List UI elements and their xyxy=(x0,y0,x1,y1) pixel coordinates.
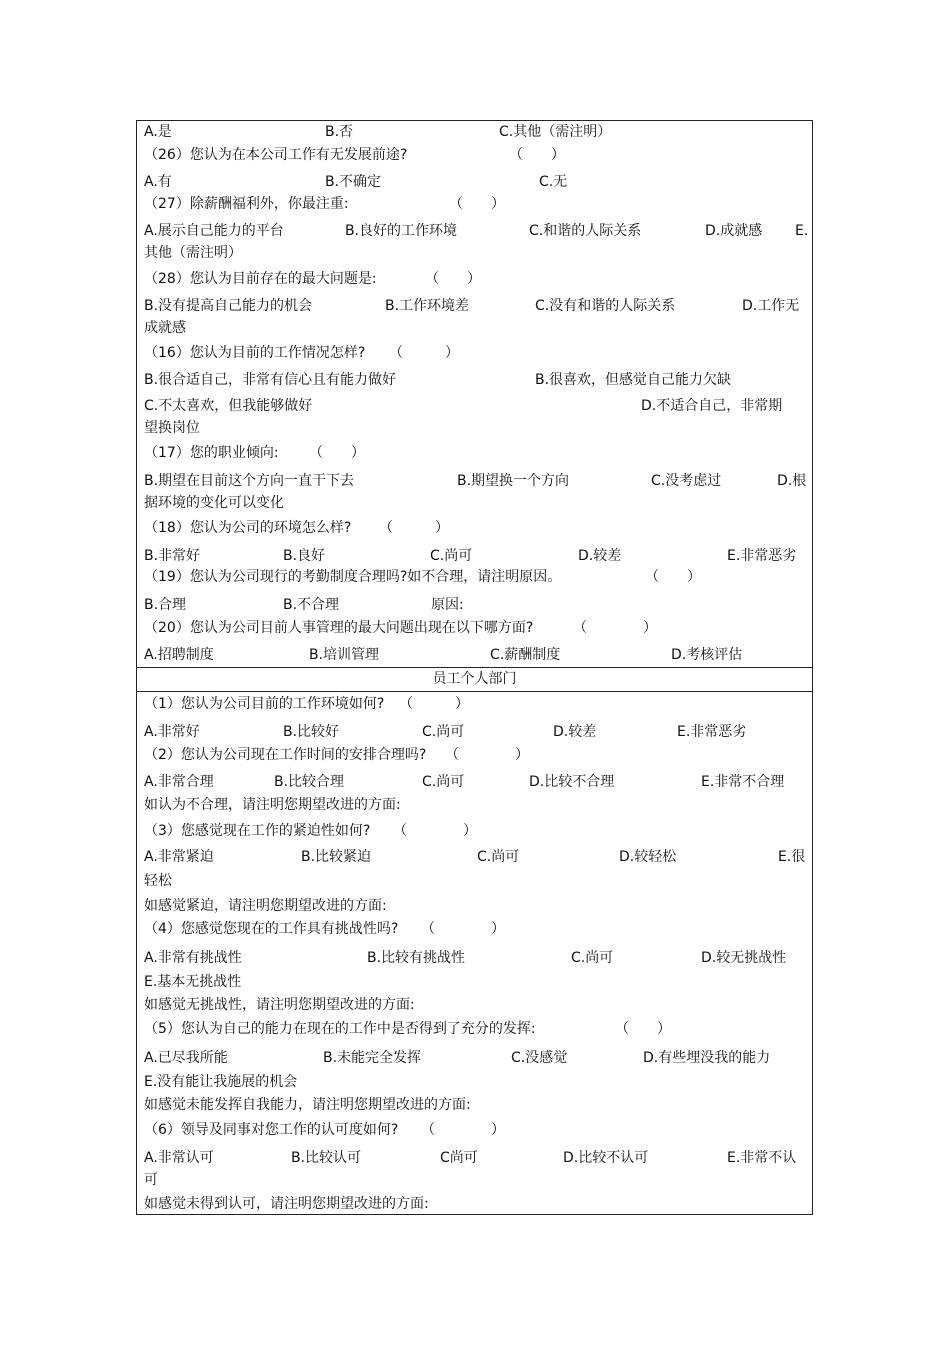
option-a: A.有 xyxy=(144,174,172,190)
answer-paren: （ ） xyxy=(509,147,565,163)
improvement-note: 如感觉无挑战性，请注明您期望改进的方面: xyxy=(144,997,415,1013)
option-c: C.没考虑过 xyxy=(651,473,722,489)
option-d: D.比较不合理 xyxy=(529,774,615,790)
option-d-continued: 望换岗位 xyxy=(144,420,200,436)
option-c: C.其他（需注明） xyxy=(499,124,612,140)
option-d: D.较无挑战性 xyxy=(701,950,787,966)
option-b: B.良好的工作环境 xyxy=(345,223,458,239)
option-e: E.很 xyxy=(778,849,806,865)
option-b: B.否 xyxy=(325,124,354,140)
question-5: （5）您认为自己的能力在现在的工作中是否得到了充分的发挥: xyxy=(144,1021,536,1037)
option-b: B.很合适自己，非常有信心且有能力做好 xyxy=(144,372,397,388)
improvement-note: 如感觉紧迫，请注明您期望改进的方面: xyxy=(144,898,387,914)
option-b: B.未能完全发挥 xyxy=(323,1050,422,1066)
option-b: B.良好 xyxy=(283,548,326,564)
option-b: B.比较好 xyxy=(283,724,340,740)
question-3: （3）您感觉现在工作的紧迫性如何? xyxy=(144,823,371,839)
row-divider xyxy=(137,667,812,668)
improvement-note: 如认为不合理，请注明您期望改进的方面: xyxy=(144,797,401,813)
option-c: C.薪酬制度 xyxy=(490,647,561,663)
option-d: D.考核评估 xyxy=(671,647,743,663)
option-d: D.有些埋没我的能力 xyxy=(643,1050,771,1066)
option-d-continued: 据环境的变化可以变化 xyxy=(144,495,284,511)
option-b: B.很喜欢，但感觉自己能力欠缺 xyxy=(535,372,732,388)
answer-paren: （ ） xyxy=(309,445,365,461)
question-20: （20）您认为公司目前人事管理的最大问题出现在以下哪方面? xyxy=(144,620,534,636)
option-b: B.工作环境差 xyxy=(385,298,470,314)
option-b: B.不合理 xyxy=(283,597,340,613)
question-26: （26）您认为在本公司工作有无发展前途? xyxy=(144,147,408,163)
section-header: 员工个人部门 xyxy=(432,671,517,687)
option-d: D.较轻松 xyxy=(619,849,677,865)
option-c: C.没有和谐的人际关系 xyxy=(535,298,676,314)
option-b: B.比较合理 xyxy=(274,774,345,790)
question-4: （4）您感觉您现在的工作具有挑战性吗? xyxy=(144,921,399,937)
answer-paren: （ ） xyxy=(445,747,529,763)
improvement-note: 如感觉未能发挥自我能力，请注明您期望改进的方面: xyxy=(144,1097,471,1113)
option-c: C.无 xyxy=(539,174,568,190)
option-b: B.合理 xyxy=(144,597,187,613)
option-d: D.成就感 xyxy=(705,223,763,239)
answer-paren: （ ） xyxy=(399,696,469,712)
option-b: B.非常好 xyxy=(144,548,201,564)
option-b: B.比较认可 xyxy=(291,1150,362,1166)
option-a: A.非常合理 xyxy=(144,774,214,790)
option-a: A.非常好 xyxy=(144,724,200,740)
option-a: A.非常有挑战性 xyxy=(144,950,242,966)
option-d: D.根 xyxy=(777,473,807,489)
row-divider xyxy=(137,691,812,692)
question-27: （27）除薪酬福利外，你最注重: xyxy=(144,196,349,212)
question-2: （2）您认为公司现在工作时间的安排合理吗? xyxy=(144,747,427,763)
question-16: （16）您认为目前的工作情况怎样? xyxy=(144,345,366,361)
reason-label: 原因: xyxy=(431,597,464,613)
option-c: C.尚可 xyxy=(422,774,465,790)
option-e-continued: 轻松 xyxy=(144,873,172,889)
question-28: （28）您认为目前存在的最大问题是: xyxy=(144,271,377,287)
option-d: D.工作无 xyxy=(742,298,800,314)
option-d: D.比较不认可 xyxy=(563,1150,649,1166)
option-d: D.不适合自己，非常期 xyxy=(641,398,783,414)
question-17: （17）您的职业倾向: xyxy=(144,445,279,461)
question-18: （18）您认为公司的环境怎么样? xyxy=(144,520,352,536)
answer-paren: （ ） xyxy=(449,196,505,212)
option-c: C尚可 xyxy=(440,1150,478,1166)
option-c: C.不太喜欢，但我能够做好 xyxy=(144,398,313,414)
question-6: （6）领导及同事对您工作的认可度如何? xyxy=(144,1122,399,1138)
question-19: （19）您认为公司现行的考勤制度合理吗?如不合理，请注明原因。 xyxy=(144,569,562,585)
option-e: E. xyxy=(795,223,809,239)
option-d-continued: 成就感 xyxy=(144,320,186,336)
option-e-continued: 可 xyxy=(144,1172,158,1188)
option-d: D.较差 xyxy=(578,548,622,564)
option-a: A.非常紧迫 xyxy=(144,849,214,865)
option-e: E.非常恶劣 xyxy=(677,724,747,740)
answer-paren: （ ） xyxy=(615,1021,671,1037)
answer-paren: （ ） xyxy=(389,345,459,361)
option-c: C.没感觉 xyxy=(511,1050,568,1066)
option-b: B.没有提高自己能力的机会 xyxy=(144,298,313,314)
option-b: B.比较紧迫 xyxy=(301,849,372,865)
option-b: B.期望在目前这个方向一直干下去 xyxy=(144,473,355,489)
survey-table xyxy=(136,120,813,1215)
option-a: A.是 xyxy=(144,124,172,140)
question-1: （1）您认为公司目前的工作环境如何? xyxy=(144,696,385,712)
option-b: B.不确定 xyxy=(325,174,382,190)
answer-paren: （ ） xyxy=(425,271,481,287)
option-a: A.展示自己能力的平台 xyxy=(144,223,284,239)
option-e: E.非常不认 xyxy=(727,1150,797,1166)
option-e-continued: 其他（需注明） xyxy=(144,245,242,261)
option-d: D.较差 xyxy=(553,724,597,740)
option-e: E.非常恶劣 xyxy=(727,548,797,564)
option-c: C.尚可 xyxy=(571,950,614,966)
option-c: C.尚可 xyxy=(430,548,473,564)
improvement-note: 如感觉未得到认可，请注明您期望改进的方面: xyxy=(144,1196,429,1212)
option-e: E.没有能让我施展的机会 xyxy=(144,1074,298,1090)
option-e: E.基本无挑战性 xyxy=(144,974,242,990)
option-b: B.期望换一个方向 xyxy=(457,473,570,489)
option-a: A.非常认可 xyxy=(144,1150,214,1166)
option-e: E.非常不合理 xyxy=(701,774,785,790)
option-a: A.招聘制度 xyxy=(144,647,214,663)
option-c: C.尚可 xyxy=(422,724,465,740)
answer-paren: （ ） xyxy=(393,823,477,839)
answer-paren: （ ） xyxy=(421,1122,505,1138)
answer-paren: （ ） xyxy=(573,620,657,636)
answer-paren: （ ） xyxy=(421,921,505,937)
option-b: B.比较有挑战性 xyxy=(367,950,466,966)
option-a: A.已尽我所能 xyxy=(144,1050,228,1066)
option-c: C.尚可 xyxy=(477,849,520,865)
option-c: C.和谐的人际关系 xyxy=(529,223,642,239)
option-b: B.培训管理 xyxy=(309,647,380,663)
answer-paren: （ ） xyxy=(379,520,449,536)
answer-paren: （ ） xyxy=(645,569,701,585)
